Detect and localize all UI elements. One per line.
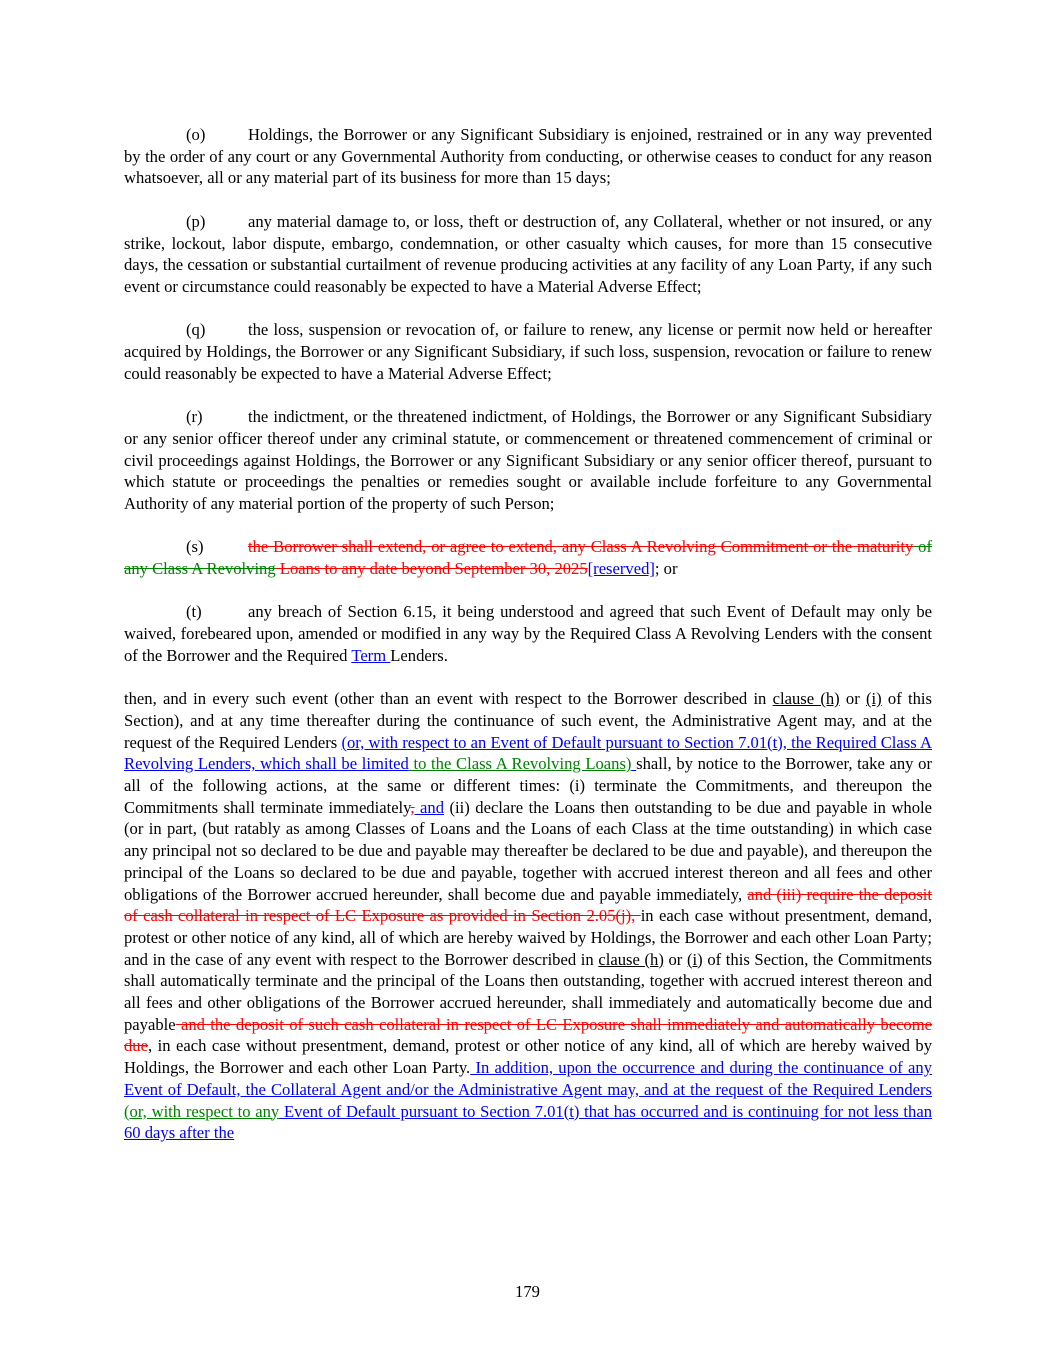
moved-deleted-text: of any Class A Revolving (124, 537, 932, 578)
deleted-text: Loans to any date beyond September 30, 2025 (275, 559, 588, 578)
paragraph-text: then, and in every such event (other than an event with respect to the Borrower described in (124, 689, 773, 709)
remedies-paragraph (124, 688, 932, 1144)
inserted-text: Term (351, 645, 391, 665)
inserted-text: Event of Default pursuant to Section 7.01(t) that has occurred and is continuing for not less than 60 days after the (124, 1101, 932, 1143)
clause-number: (q) (186, 320, 206, 340)
paragraph-text: or (839, 689, 866, 709)
paragraph-text: in each case without presentment, demand, protest or other notice of any kind, all of which are hereby waived by Holdings, the Borrower and each other Loan Party; and in the case of any event with respect to the Borrower described in (124, 906, 932, 969)
moved-text: (or, with respect to any (124, 1101, 280, 1121)
paragraph-text: (ii) declare the Loans then outstanding to be due and payable in whole (or in part, (but ratably as among Classes of Loans and the Loans of each Class at the time outstanding) in which case any principal not so declared to be due and payable may thereafter be declared to be due and payable), and thereupon the principal of the Loans so declared to be due and payable, together with accrued interest thereon and all fees and other obligations of the Borrower accrued hereunder, shall become due and payable immediately, (124, 797, 932, 904)
cross-reference: (i) (686, 949, 703, 969)
page-body (124, 124, 932, 1144)
clause-text: the indictment, or the threatened indictment, of Holdings, the Borrower or any Significant Subsidiary or any senior officer thereof under any criminal statute, or commencement or threatened commencement of criminal or civil proceedings against Holdings, the Borrower or any Significant Subsidiary or any senior officer thereof, pursuant to which statute or proceedings the penalties or remedies sought or available include forfeiture to any Governmental Authority of any material portion of the property of such Person; (124, 407, 932, 513)
inserted-text: (or, with respect to an Event of Default pursuant to Section 7.01(t), the Required Class A Revolving Lenders, which shall be limited (124, 732, 932, 774)
deleted-text: and (iii) require the deposit of cash collateral in respect of LC Exposure as provided in Section 2.05(j), (124, 884, 932, 926)
inserted-text: In addition, upon the occurrence and during the continuance of any Event of Default, the Collateral Agent and/or the Administrative Agent may, and at the request of the Required Lenders (124, 1058, 932, 1099)
clause-text: the loss, suspension or revocation of, or failure to renew, any license or permit now held or hereafter acquired by Holdings, the Borrower or any Significant Subsidiary, if such loss, suspension, revocation or failure to renew could reasonably be expected to have a Material Adverse Effect; (124, 320, 932, 383)
paragraph-text: of this Section), and at any time thereafter during the continuance of such event, the Administrative Agent may, and at the request of the Required Lenders (124, 689, 932, 752)
clause-p (124, 211, 932, 298)
clause-q (124, 319, 932, 384)
clause-number: (p) (186, 211, 206, 231)
moved-text: to the Class A Revolving Loans) (408, 754, 632, 774)
cross-reference: clause (h) (598, 949, 664, 969)
deleted-text: and the deposit of such cash collateral in respect of LC Exposure shall immediately and automatically become due (124, 1014, 932, 1056)
clause-text: Holdings, the Borrower or any Significant Subsidiary is enjoined, restrained or in any way prevented by the order of any court or any Governmental Authority from conducting, or otherwise ceases to conduct for any reason whatsoever, all or any material part of its business for more than 15 days; (124, 125, 932, 188)
inserted-text: [reserved] (587, 559, 655, 578)
cross-reference: (i) (866, 689, 882, 709)
paragraph-text: shall, by notice to the Borrower, take any or all of the following actions, at the same or different times: (i) terminate the Commitments, and thereupon the Commitments shall terminate immediately (124, 754, 932, 817)
clause-number: (s) (186, 537, 204, 557)
clause-r (124, 406, 932, 515)
deleted-text: , (410, 797, 415, 817)
clause-number: (r) (186, 407, 203, 427)
clause-number: (o) (186, 125, 206, 144)
clause-text: any material damage to, or loss, theft or destruction of, any Collateral, whether or not insured, or any strike, lockout, labor dispute, embargo, condemnation, or other casualty which causes, for more than 15 consecutive days, the cessation or substantial curtailment of revenue producing activities at any facility of any Loan Party, if any such event or circumstance could reasonably be expected to have a Material Adverse Effect; (124, 211, 932, 296)
cross-reference: clause (h) (772, 689, 840, 709)
clause-s (124, 536, 932, 579)
clause-text: any breach of Section 6.15, it being understood and agreed that such Event of Default may only be waived, forebeared upon, amended or modified in any way by the Required Class A Revolving Lenders with the consent of the Borrower and the Required (124, 602, 932, 665)
paragraph-text: or (663, 949, 687, 969)
clause-text: ; or (654, 559, 678, 578)
page-number: 179 (515, 1282, 540, 1301)
paragraph-text: of this Section, the Commitments shall automatically terminate and the principal of the Loans then outstanding, together with accrued interest thereon and all fees and other obligations of the Borrower accrued hereunder, shall immediately and automatically become due and payable (124, 949, 932, 1034)
clause-number: (t) (186, 602, 202, 622)
inserted-text: and (414, 797, 445, 817)
paragraph-text: , in each case without presentment, demand, protest or other notice of any kind, all of which are hereby waived by Holdings, the Borrower and each other Loan Party. (124, 1036, 932, 1078)
clause-o (124, 124, 932, 189)
deleted-text: the Borrower shall extend, or agree to extend, any Class A Revolving Commitment or the maturity (248, 537, 914, 557)
clause-text: Lenders. (390, 645, 448, 665)
clause-t (124, 601, 932, 666)
